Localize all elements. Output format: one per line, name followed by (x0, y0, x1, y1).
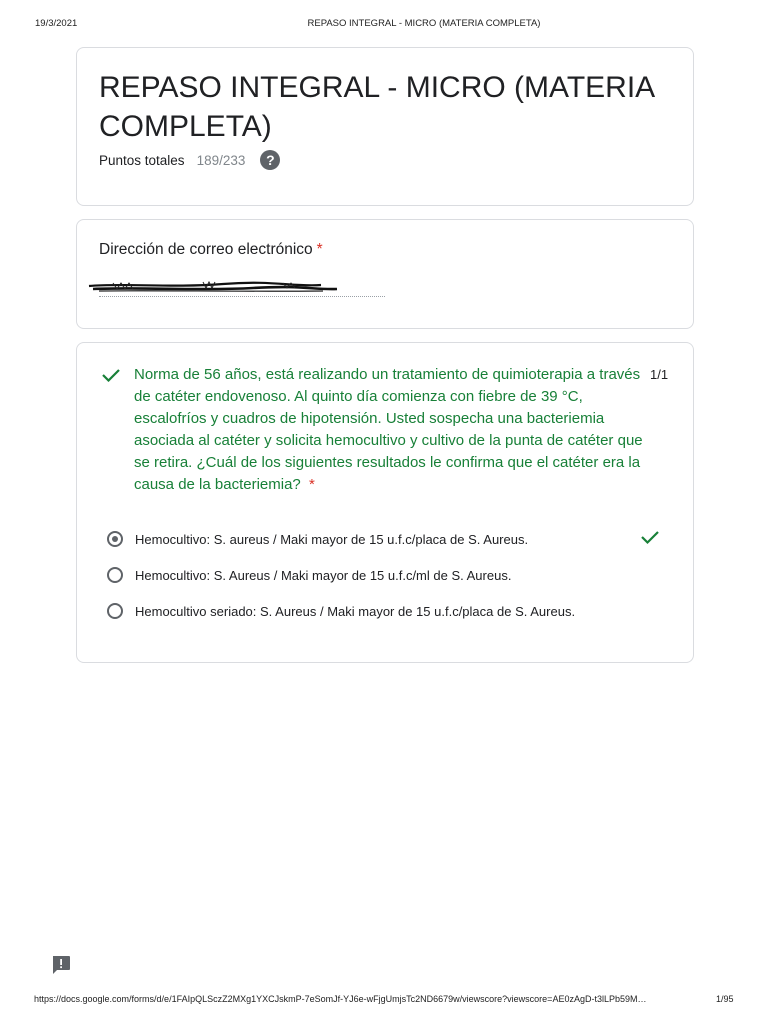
correct-answer-check-icon (640, 529, 660, 545)
email-card (76, 219, 694, 329)
required-mark: * (308, 476, 315, 493)
radio-unselected[interactable] (107, 603, 123, 619)
required-mark: * (316, 241, 323, 258)
email-label (99, 241, 323, 259)
option-1[interactable] (107, 528, 528, 550)
check-icon (101, 367, 121, 383)
question-card (76, 342, 694, 663)
radio-selected[interactable] (107, 531, 123, 547)
redacted-email-scribble (83, 276, 343, 296)
print-title: REPASO INTEGRAL - MICRO (MATERIA COMPLETA) (307, 18, 541, 29)
radio-unselected[interactable] (107, 567, 123, 583)
question-text-body: Norma de 56 años, está realizando un tratamiento de quimioterapia a través de catéter endovenoso. Al quinto día comienza con fiebre de 39 °C, escalofríos y cuadros de hipotensión. Usted sospecha una bacteriemia asociada al catéter y solicita hemocultivo y cultivo de la punta de catéter que se retira. ¿Cuál de los siguientes resultados le confirma que el catéter era la causa de la bacteriemia? (134, 366, 643, 493)
feedback-icon[interactable] (50, 954, 72, 976)
help-icon[interactable]: ? (260, 150, 280, 170)
email-field (99, 276, 385, 297)
points-label: Puntos totales (99, 152, 185, 168)
print-page-number: 1/95 (716, 994, 734, 1004)
option-label: Hemocultivo seriado: S. Aureus / Maki mayor de 15 u.f.c/placa de S. Aureus. (135, 603, 576, 619)
print-header (0, 18, 768, 32)
print-url: https://docs.google.com/forms/d/e/1FAIpQLSczZ2MXg1YXCJskmP-7eSomJf-YJ6e-wFjgUmjsTc2ND6679w/viewscore?viewscore=AE0zAgD-t3lLPb59M… (34, 994, 647, 1004)
option-3[interactable] (107, 600, 575, 622)
print-footer (0, 994, 768, 1008)
option-label: Hemocultivo: S. Aureus / Maki mayor de 15 u.f.c/ml de S. Aureus. (135, 567, 512, 583)
email-label-text: Dirección de correo electrónico (99, 241, 313, 258)
form-title: REPASO INTEGRAL - MICRO (MATERIA COMPLETA) (99, 71, 654, 143)
total-points (99, 148, 280, 172)
points-value: 189/233 (196, 152, 246, 168)
question-text (134, 364, 654, 496)
print-date: 19/3/2021 (35, 18, 78, 29)
option-label: Hemocultivo: S. aureus / Maki mayor de 15 u.f.c/placa de S. Aureus. (135, 531, 529, 547)
question-score: 1/1 (650, 367, 669, 382)
option-2[interactable] (107, 564, 511, 586)
form-header-card (76, 47, 694, 206)
